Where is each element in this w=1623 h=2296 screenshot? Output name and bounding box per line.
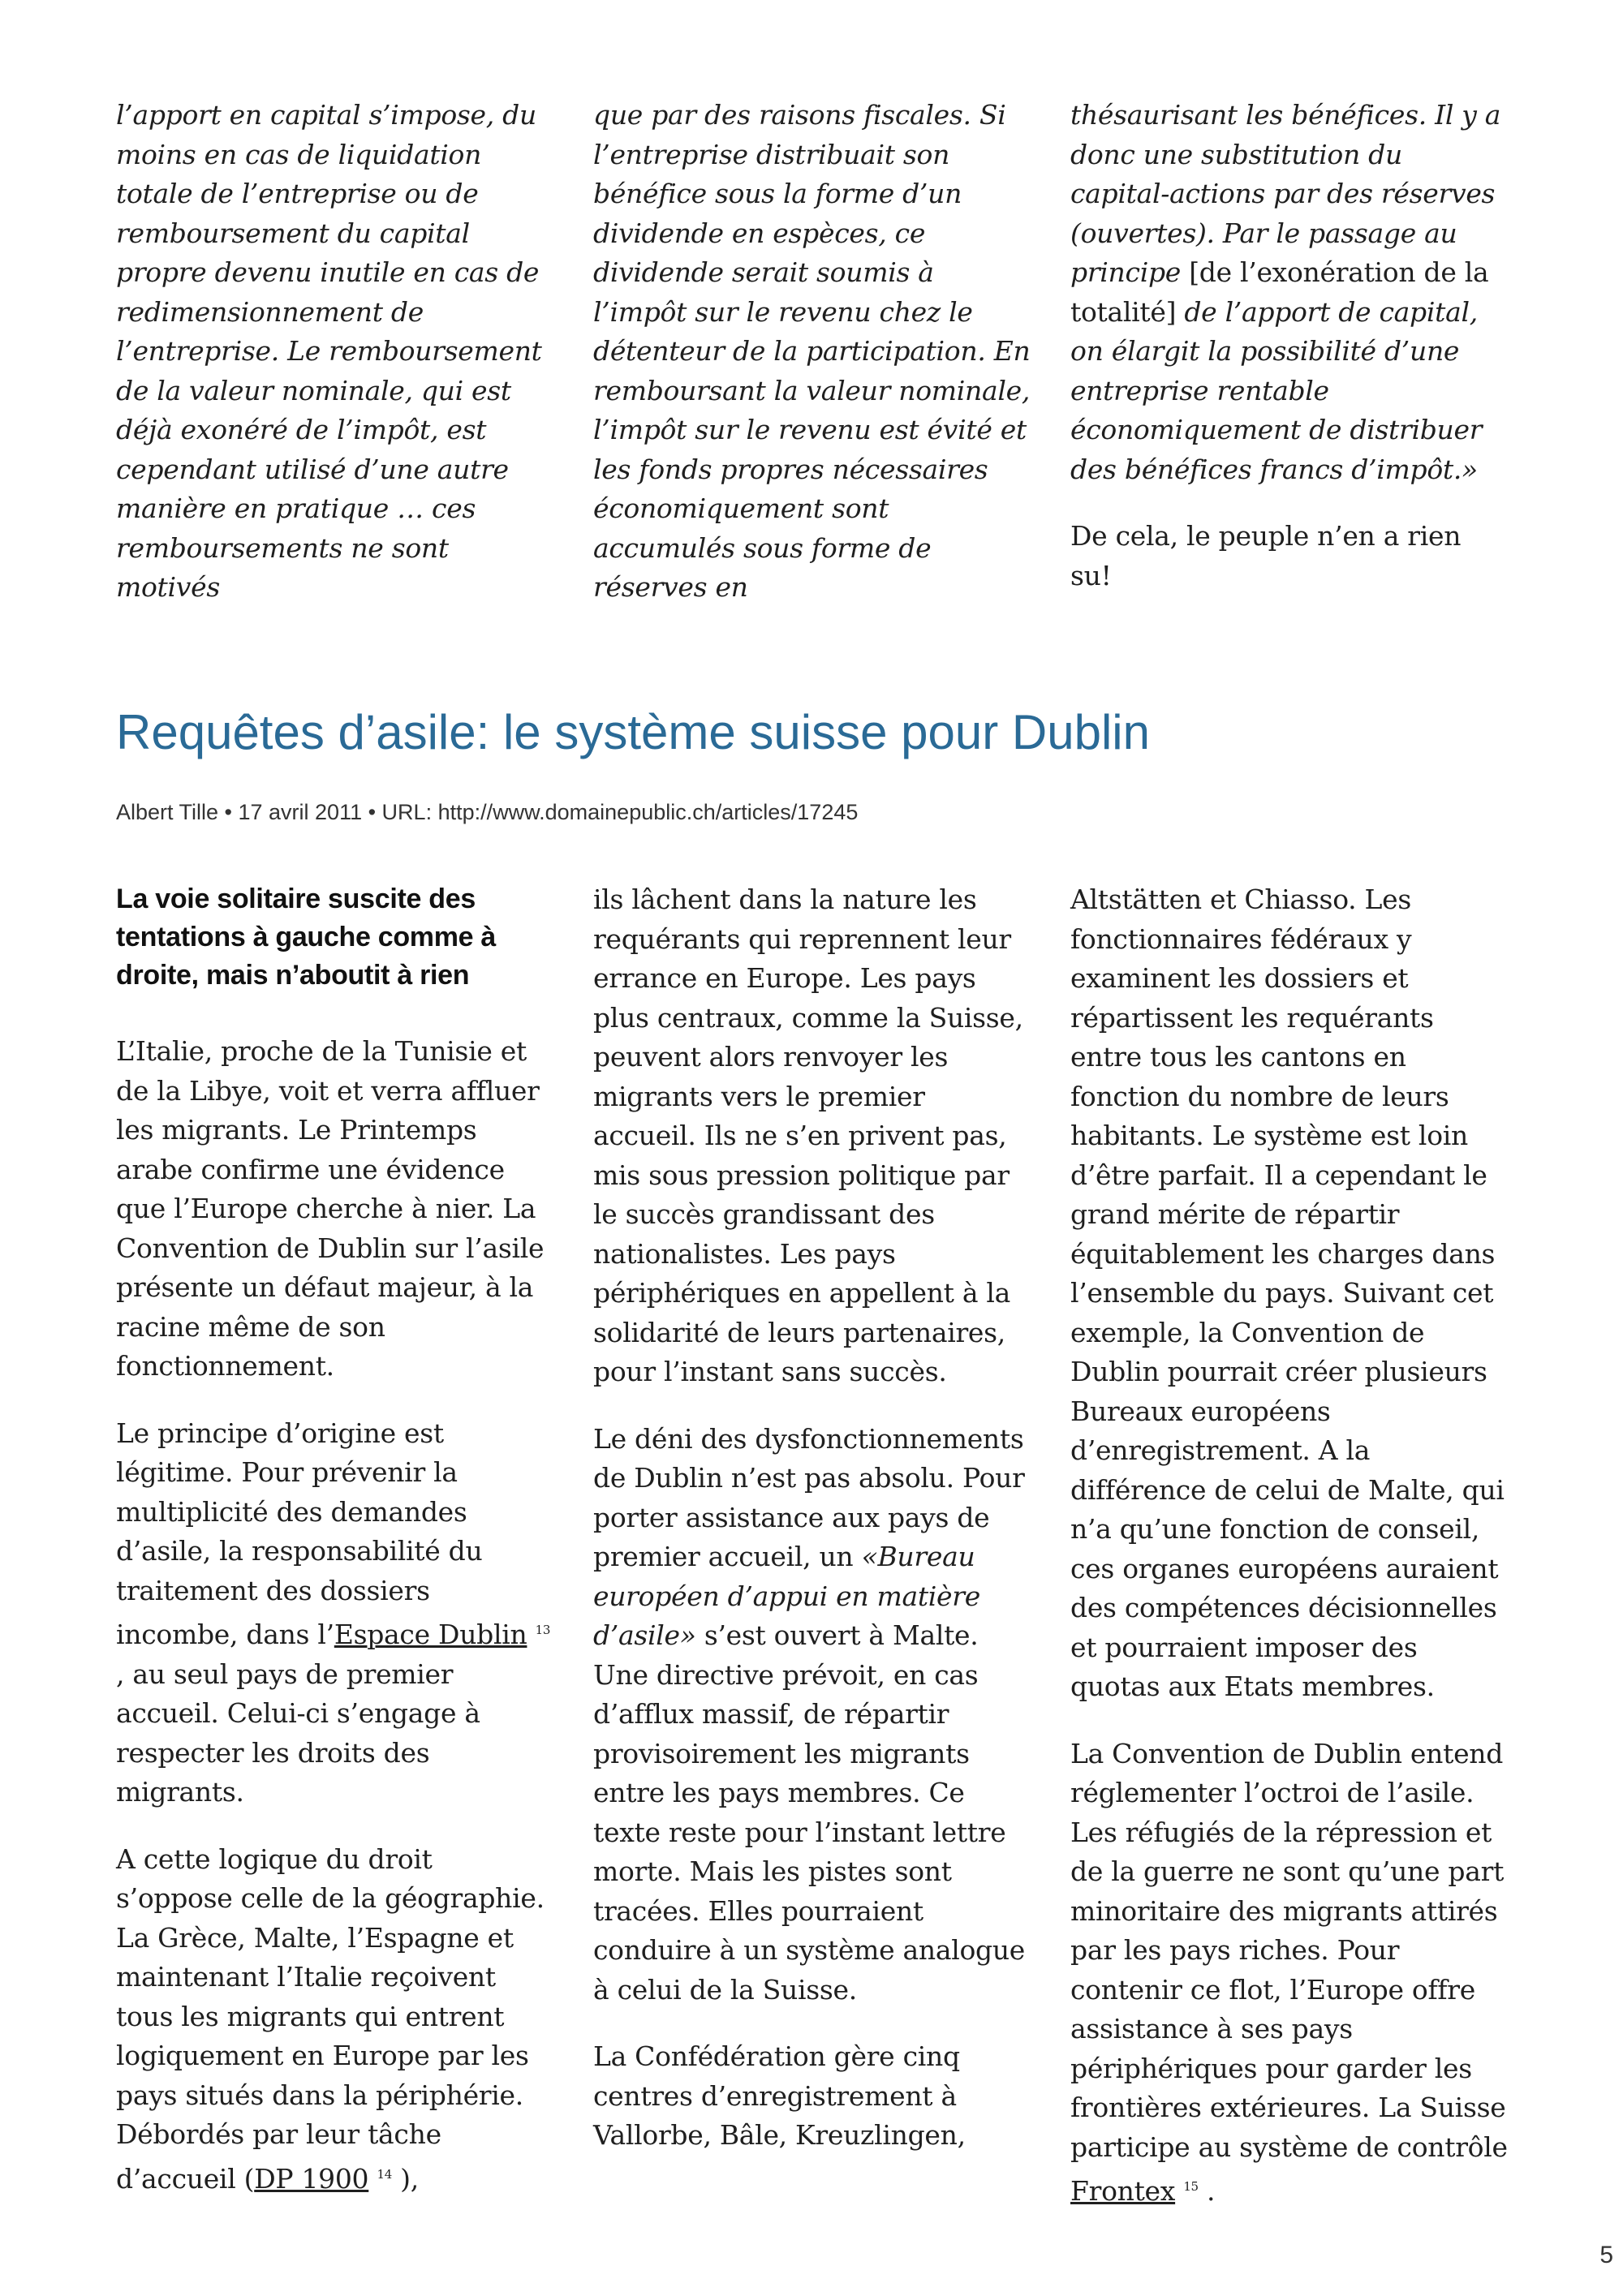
- paragraph: Altstätten et Chiasso. Les fonctionnaires fédéraux y examinent les dossiers et répartissent les requérants entre tous les cantons en fonction du nombre de leurs habitants. Le système est loin d’être parfait. Il a cependant le grand mérite de répartir équitablement les charges dans l’ensemble du pays. Suivant cet exemple, la Convention de Dublin pourrait créer plusieurs Bureaux européens d’enregistrement. A la différence de celui de Malte, qui n’a qu’une fonction de conseil, ces organes européens auraient des compétences décisionnelles et pourraient imposer des quotas aux Etats membres.: [1070, 884, 1505, 1702]
- paragraph: L’Italie, proche de la Tunisie et de la Libye, voit et verra affluer les migrants. Le Printemps arabe confirme une évidence que l’Europe cherche à nier. La Convention de Dublin sur l’asile présente un défaut majeur, à la racine même de son fonctionnement.: [116, 1035, 545, 1382]
- paragraph: [1070, 96, 1509, 489]
- quote-text: thésaurisant les bénéfices. Il y a donc une substitution du capital-actions par des réserves (ouvertes). Par le passage au principe: [1070, 99, 1501, 288]
- column-3: [1070, 880, 1509, 2239]
- article-lead: La voie solitaire suscite des tentations à gauche comme à droite, mais n’aboutit à rien: [116, 884, 497, 991]
- paragraph: [1070, 1735, 1509, 2212]
- frontex-link[interactable]: Frontex: [1070, 2175, 1176, 2207]
- paragraph: [116, 1414, 554, 1812]
- quote-text: de l’apport de capital, on élargit la possibilité d’une entreprise rentable économiquement de distribuer des bénéfices francs d’impôt.»: [1070, 295, 1483, 485]
- paragraph: ils lâchent dans la nature les requérants qui reprennent leur errance en Europe. Les pays plus centraux, comme la Suisse, peuvent alors renvoyer les migrants vers le premier accueil. Ils ne s’en privent pas, mis sous pression politique par le succès grandissant des nationalistes. Les pays périphériques en appellent à la solidarité de leurs partenaires, pour l’instant sans succès.: [593, 884, 1023, 1387]
- paragraph-text: s’est ouvert à Malte. Une directive prévoit, en cas d’afflux massif, de répartir provisoirement les migrants entre les pays membres. Ce texte reste pour l’instant lettre morte. Mais les pistes sont tracées. Elles pourraient conduire à un système analogue à celui de la Suisse.: [593, 1619, 1026, 2006]
- paragraph: [593, 1420, 1031, 2010]
- column-2: [593, 880, 1031, 2239]
- paragraph: De cela, le peuple n’en a rien su!: [1070, 520, 1462, 591]
- column-3: [1070, 96, 1509, 635]
- paragraph: La Confédération gère cinq centres d’enregistrement à Vallorbe, Bâle, Kreuzlingen,: [593, 2040, 966, 2151]
- quoted-name: «Bureau européen d’appui en matière d’asile»: [593, 1541, 980, 1651]
- column-1: [116, 96, 554, 635]
- paragraph-text: , au seul pays de premier accueil. Celui-ci s’engage à respecter les droits des migrants.: [116, 1658, 480, 1808]
- footnote-ref: 13: [535, 1623, 551, 1637]
- article-columns: [116, 880, 1509, 2239]
- paragraph: l’apport en capital s’impose, du moins en cas de liquidation totale de l’entreprise ou de remboursement du capital propre devenu inutile en cas de redimensionnement de l’entreprise. Le remboursement de la valeur nominale, qui est déjà exonéré de l’impôt, est cependant utilisé d’une autre manière en pratique … ces remboursements ne sont motivés: [116, 99, 542, 603]
- paragraph-text: ),: [391, 2162, 419, 2195]
- footnote-ref: 15: [1183, 2179, 1199, 2194]
- column-1: [116, 880, 554, 2239]
- page-number: 5: [1599, 2242, 1613, 2268]
- paragraph: [116, 1840, 554, 2199]
- dp-1900-link[interactable]: DP 1900: [254, 2162, 369, 2195]
- paragraph: que par des raisons fiscales. Si l’entreprise distribuait son bénéfice sous la forme d’un dividende en espèces, ce dividende serait soumis à l’impôt sur le revenu chez le détenteur de la participation. En remboursant la valeur nominale, l’impôt sur le revenu est évité et les fonds propres nécessaires économiquement sont accumulés sous forme de réserves en: [593, 99, 1031, 603]
- article-title: Requêtes d’asile: le système suisse pour Dublin: [116, 705, 1150, 759]
- paragraph-text: A cette logique du droit s’oppose celle de la géographie. La Grèce, Malte, l’Espagne et maintenant l’Italie reçoivent tous les migrants qui entrent logiquement en Europe par les pays situés dans la périphérie. Débordés par leur tâche d’accueil (: [116, 1842, 545, 2195]
- column-2: [593, 96, 1031, 635]
- paragraph-text: La Convention de Dublin entend réglementer l’octroi de l’asile. Les réfugiés de la répression et de la guerre ne sont qu’une part minoritaire des migrants attirés par les pays riches. Pour contenir ce flot, l’Europe offre assistance à ses pays périphériques pour garder les frontières extérieures. La Suisse participe au système de contrôle: [1070, 1737, 1508, 2163]
- editorial-insert: [de l’exonération de la totalité]: [1070, 256, 1489, 328]
- espace-dublin-link[interactable]: Espace Dublin: [334, 1619, 527, 1650]
- previous-article-columns: [116, 96, 1509, 635]
- footnote-ref: 14: [377, 2166, 392, 2182]
- article-byline: Albert Tille • 17 avril 2011 • URL: http://www.domainepublic.ch/articles/17245: [116, 800, 859, 824]
- paragraph-text: Le déni des dysfonctionnements de Dublin n’est pas absolu. Pour porter assistance aux pays de premier accueil, un: [593, 1422, 1025, 1572]
- paragraph-text: .: [1198, 2175, 1216, 2207]
- paragraph-text: Le principe d’origine est légitime. Pour prévenir la multiplicité des demandes d’asile, la responsabilité du traitement des dossiers incombe, dans l’: [116, 1417, 483, 1650]
